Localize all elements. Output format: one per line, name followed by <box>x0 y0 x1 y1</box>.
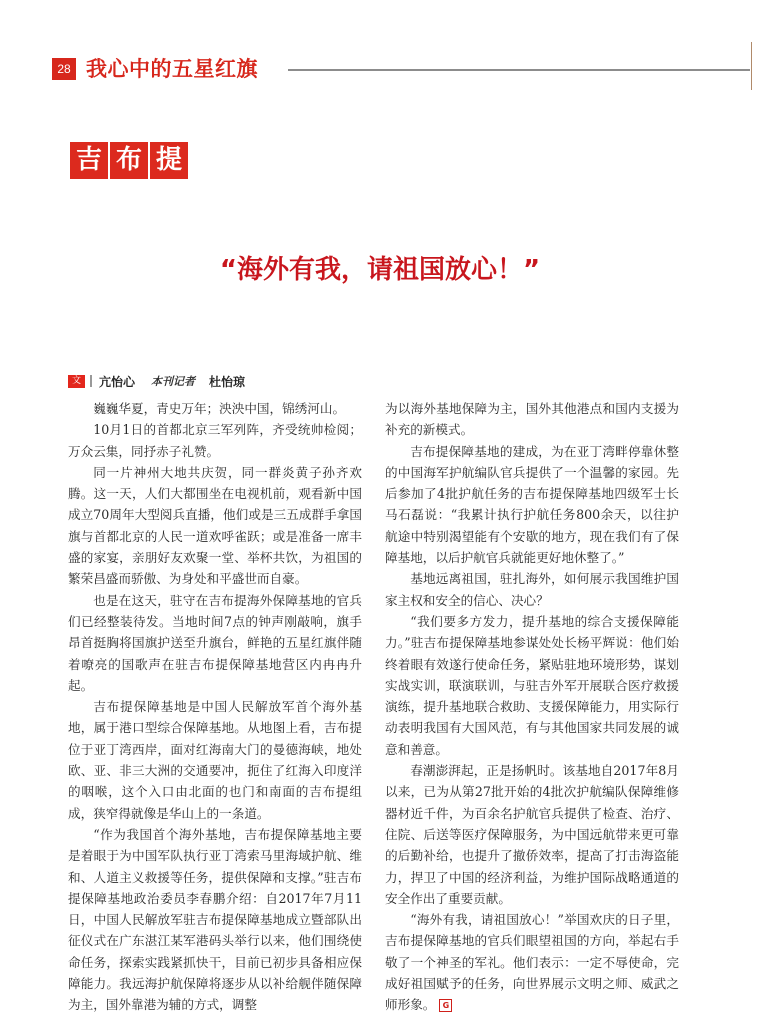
paragraph-text: “海外有我，请祖国放心！”举国欢庆的日子里，吉布提保障基地的官兵们眼望祖国的方向，举起右手敬了一个神圣的军礼。他们表示：一定不辱使命，完成好祖国赋予的任务，向世界展示文明之师、威武之师形象。 <box>385 912 679 1013</box>
article-headline: “海外有我，请祖国放心！” <box>219 255 541 285</box>
paragraph: 吉布提保障基地的建成，为在亚丁湾畔停靠休整的中国海军护航编队官兵提供了一个温馨的家园。先后参加了4批护航任务的吉布提保障基地四级军士长马石磊说：“我累计执行护航任务800余天，以往护航途中特别渴望能有个安歇的地方，现在我们有了保障基地，以后护航官兵就能更好地休整了。” <box>385 443 679 566</box>
paragraph: 10月1日的首都北京三军列阵，齐受统帅检阅；万众云集，同抒赤子礼赞。 <box>68 422 362 459</box>
header-divider <box>288 69 750 71</box>
section-title: 我心中的五星红旗 <box>86 57 258 81</box>
author-name: 亢怡心 <box>99 374 136 389</box>
paragraph: “作为我国首个海外基地，吉布提保障基地主要是着眼于为中国军队执行亚丁湾索马里海域护航、维和、人道主义救援等任务，提供保障和支撑。”驻吉布提保障基地政治委员李春鹏介绍：自2017年7月11日，中国人民解放军驻吉布提保障基地成立暨部队出征仪式在广东湛江某军港码头举行以来，他们围绕使命任务，探索实践紧抓快干，目前已初步具备相应保障能力。我远海护航保障将逐步从以补给舰伴随保障为主，国外靠港为辅的方式，调整 <box>68 826 362 1013</box>
paragraph-last <box>385 909 679 1015</box>
end-mark-icon: G <box>439 999 452 1012</box>
paragraph-continuation: 为以海外基地保障为主，国外其他港点和国内支援为补充的新模式。 <box>385 401 679 438</box>
location-char: 提 <box>150 142 188 179</box>
paragraph: “我们要多方发力，提升基地的综合支援保障能力。”驻吉布提保障基地参谋处处长杨平辉说：他们始终着眼有效遂行使命任务，紧贴驻地环境形势，谋划实战实训，联演联训，与驻吉外军开展联合医疗救援演练，提升基地联合救助、支援保障能力，用实际行动表明我国有大国风范，有与其他国家共同发展的诚意和善意。 <box>385 613 679 757</box>
location-tag <box>70 142 188 179</box>
page-number: 28 <box>52 58 76 80</box>
byline-divider <box>90 375 92 387</box>
location-char: 布 <box>110 142 148 179</box>
page-edge-rule <box>751 42 752 90</box>
paragraph: 也是在这天，驻守在吉布提海外保障基地的官兵们已经整装待发。当地时间7点的钟声刚敲响，旗手昂首挺胸将国旗护送至升旗台，鲜艳的五星红旗伴随着嘹亮的国歌声在驻吉布提保障基地营区内冉冉升起。 <box>68 592 362 693</box>
article-column-right <box>385 398 679 1016</box>
paragraph: 春潮澎湃起，正是扬帆时。该基地自2017年8月以来，已为从第27批开始的4批次护航编队保障维修器材近千件，为百余名护航官兵提供了检查、治疗、住院、后送等医疗保障服务，为中国远航带来更可靠的后勤补给，也提升了撤侨效率，提高了打击海盗能力，捍卫了中国的经济利益，为维护国际战略通道的安全作出了重要贡献。 <box>385 763 679 906</box>
page-header <box>52 54 760 82</box>
author-role: 本刊记者 <box>151 375 196 388</box>
paragraph: 巍巍华夏，青史万年；泱泱中国，锦绣河山。 <box>93 401 346 416</box>
byline <box>68 372 245 390</box>
paragraph: 基地远离祖国，驻扎海外，如何展示我国维护国家主权和安全的信心、决心？ <box>385 571 679 608</box>
article-column-left <box>68 398 362 1016</box>
paragraph: 吉布提保障基地是中国人民解放军首个海外基地，属于港口型综合保障基地。从地图上看，吉布提位于亚丁湾西岸，面对红海南大门的曼德海峡，地处欧、亚、非三大洲的交通要冲，扼住了红海入印度洋的咽喉，这个入口由北面的也门和南面的吉布提组成，狭窄得就像是华山上的一条道。 <box>68 699 362 821</box>
paragraph: 同一片神州大地共庆贺，同一群炎黄子孙齐欢腾。这一天，人们大都围坐在电视机前，观看新中国成立70周年大型阅兵直播，他们或是三五成群手拿国旗与首都北京的人民一道欢呼雀跃；或是准备一席丰盛的家宴，亲朋好友欢聚一堂、举杯共饮，为祖国的繁荣昌盛而骄傲、为身处和平盛世而自豪。 <box>68 464 362 587</box>
text-label-icon: 文 <box>68 375 85 388</box>
author-name: 杜怡琼 <box>209 374 246 389</box>
location-char: 吉 <box>70 142 108 179</box>
